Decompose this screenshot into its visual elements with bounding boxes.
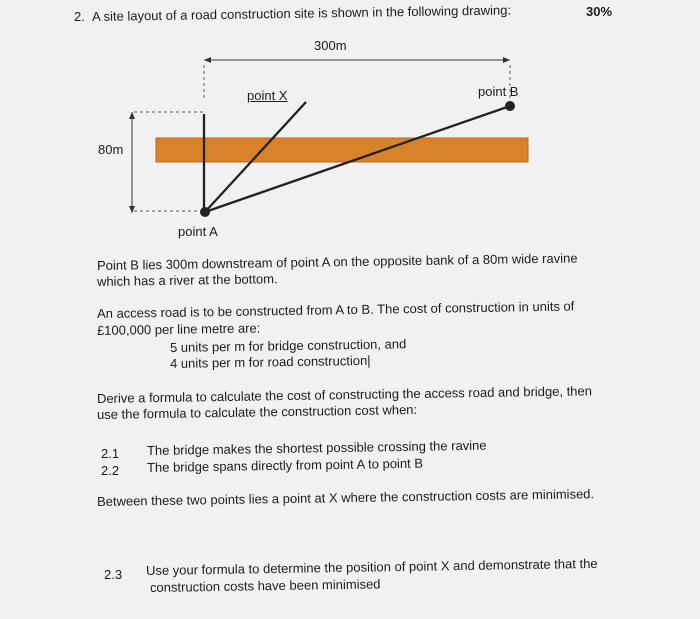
height-label: 80m [98, 142, 124, 157]
paragraph-2-line-2: £100,000 per line metre are: [96, 320, 261, 338]
height-arrow-top [129, 112, 135, 119]
site-layout-diagram [0, 0, 700, 240]
point-b-marker [505, 101, 515, 111]
subquestion-2-2-text: The bridge spans directly from point A to point B [146, 455, 424, 475]
paragraph-1-line-2: which has a river at the bottom. [96, 271, 278, 289]
subquestion-2-3-line-2: construction costs have been minimised [149, 576, 381, 595]
subquestion-2-2-number: 2.2 [101, 463, 120, 478]
subquestion-2-1-number: 2.1 [101, 446, 120, 461]
point-a-marker [200, 207, 210, 217]
paragraph-2-line-1: An access road is to be constructed from A to B. The cost of construction in units of [96, 298, 575, 321]
subquestion-2-1-text: The bridge makes the shortest possible crossing the ravine [146, 437, 487, 458]
point-b-label: point B [478, 84, 519, 99]
width-arrow-left [204, 57, 211, 63]
question-intro: A site layout of a road construction site is shown in the following drawing: [91, 2, 512, 24]
marks-label: 30% [586, 4, 613, 19]
subquestion-2-3-line-1: Use your formula to determine the position of point X and demonstrate that the [145, 555, 598, 578]
cost-road-line: 4 units per m for road construction| [169, 352, 371, 371]
subquestion-2-3-number: 2.3 [104, 567, 123, 582]
height-arrow-bottom [129, 206, 135, 213]
point-x-label: point X [247, 88, 288, 103]
width-arrow-right [503, 57, 510, 63]
paragraph-1-line-1: Point B lies 300m downstream of point A on the opposite bank of a 80m wide ravine [96, 250, 578, 273]
paragraph-3-line-2: use the formula to calculate the construction cost when: [96, 401, 418, 422]
between-points-text: Between these two points lies a point at X where the construction costs are minimised. [96, 486, 595, 509]
ravine-band [156, 138, 528, 162]
paragraph-3-line-1: Derive a formula to calculate the cost of constructing the access road and bridge, then [96, 383, 593, 406]
width-label: 300m [314, 38, 347, 53]
cost-bridge-line: 5 units per m for bridge construction, and [169, 336, 407, 355]
point-a-label: point A [178, 224, 218, 239]
question-number: 2. [74, 9, 85, 24]
